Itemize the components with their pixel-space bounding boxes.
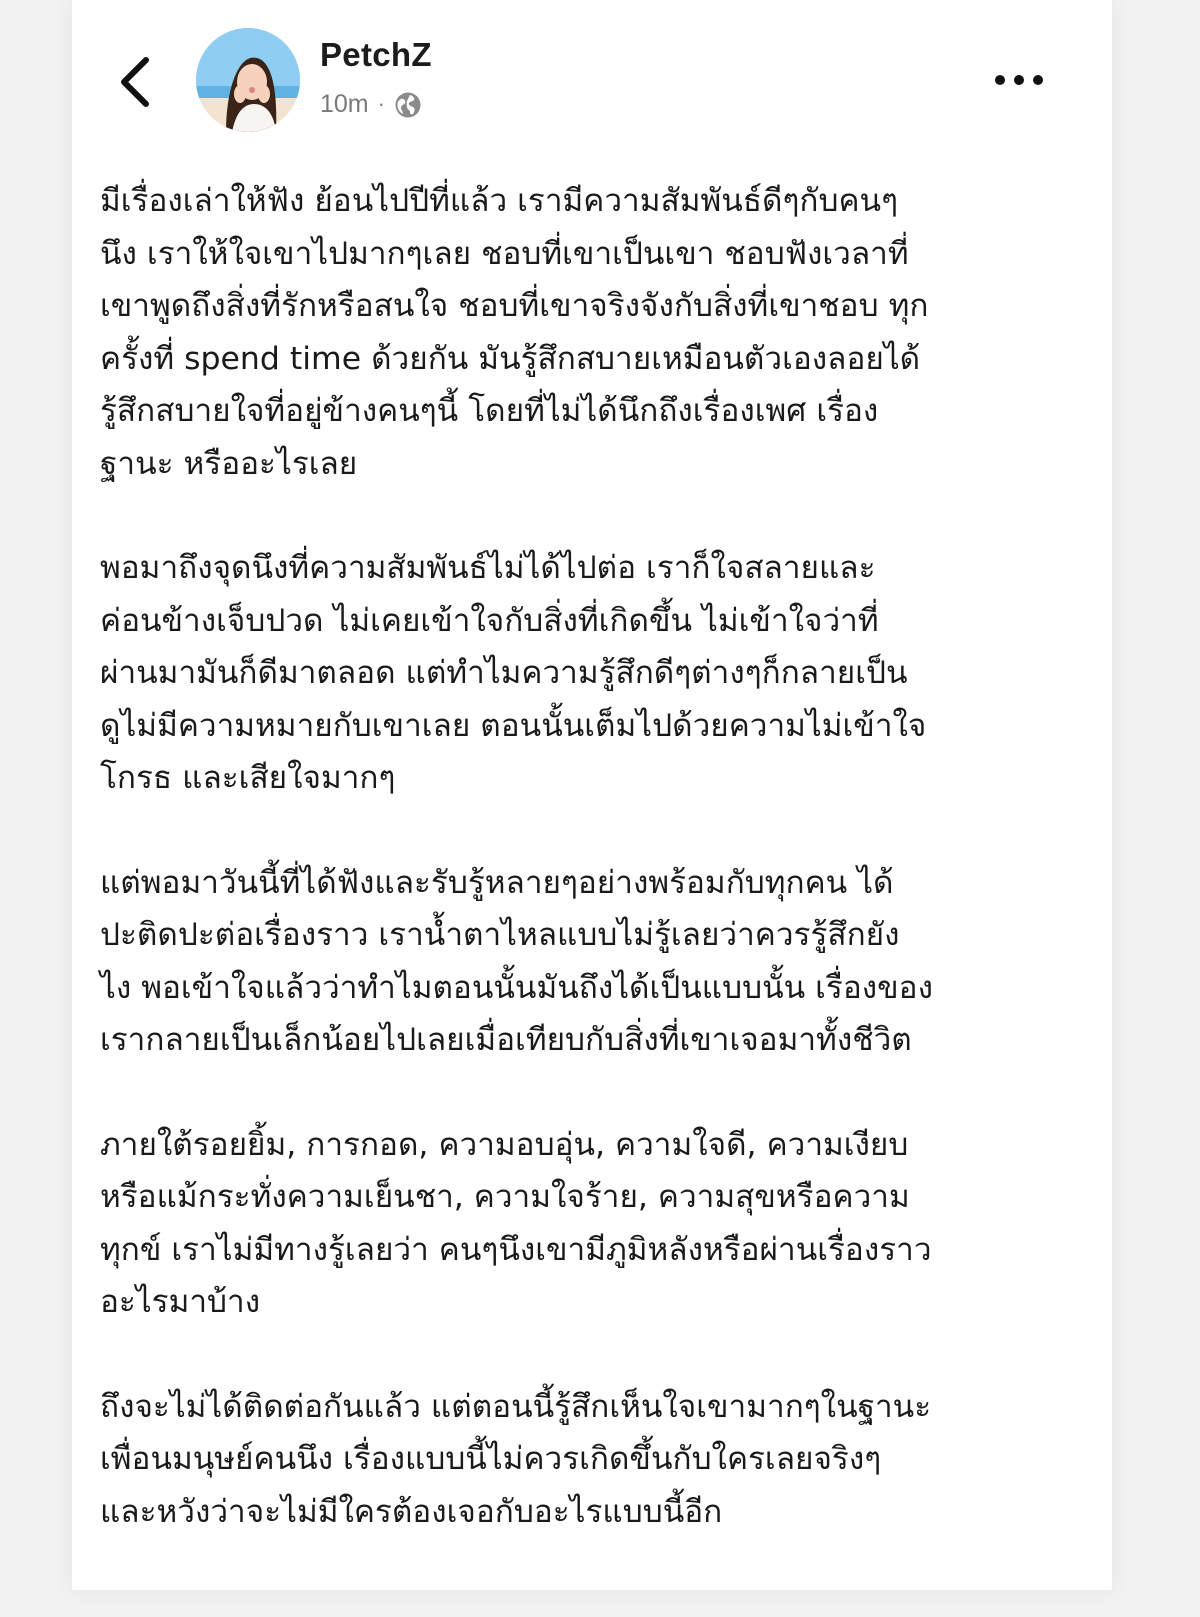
author-avatar[interactable] (196, 28, 300, 132)
post-text-line: เขาพูดถึงสิ่งที่รักหรือสนใจ ชอบที่เขาจริงจังกับสิ่งที่เขาชอบ ทุก (100, 288, 929, 324)
post-body (100, 175, 1090, 1590)
post-text-line: อะไรมาบ้าง (100, 1284, 261, 1320)
post-time[interactable]: 10m (320, 89, 369, 118)
globe-icon (393, 90, 423, 120)
post-text-line: เพื่อนมนุษย์คนนึง เรื่องแบบนี้ไม่ควรเกิดขึ้นกับใครเลยจริงๆ (100, 1441, 882, 1477)
post-meta (320, 88, 423, 120)
post-text-line: ทุกข์ เราไม่มีทางรู้เลยว่า คนๆนึงเขามีภูมิหลังหรือผ่านเรื่องราว (100, 1231, 932, 1268)
post-paragraph (100, 1119, 1090, 1329)
post-text-line: เรากลายเป็นเล็กน้อยไปเลยเมื่อเทียบกับสิ่งที่เขาเจอมาทั้งชีวิต (100, 1022, 912, 1058)
post-text-line: ไง พอเข้าใจแล้วว่าทำไมตอนนั้นมันถึงได้เป็นแบบนั้น เรื่องของ (100, 969, 933, 1006)
post-paragraph (100, 1381, 1090, 1539)
post-text-line: ค่อนข้างเจ็บปวด ไม่เคยเข้าใจกับสิ่งที่เกิดขึ้น ไม่เข้าใจว่าที่ (100, 602, 879, 639)
post-text-line: รู้สึกสบายใจที่อยู่ข้างคนๆนี้ โดยที่ไม่ได้นึกถึงเรื่องเพศ เรื่อง (100, 393, 879, 429)
post-text-line: มีเรื่องเล่าให้ฟัง ย้อนไปปีที่แล้ว เรามีความสัมพันธ์ดีๆกับคนๆ (100, 183, 898, 219)
post-text-line: ภายใต้รอยยิ้ม, การกอด, ความอบอุ่น, ความใจดี, ความเงียบ (100, 1126, 909, 1163)
avatar-photo (196, 28, 300, 132)
post-text-line: และหวังว่าจะไม่มีใครต้องเจอกับอะไรแบบนี้อีก (100, 1493, 723, 1530)
post-text-line: ปะติดปะต่อเรื่องราว เราน้ำตาไหลแบบไม่รู้เลยว่าควรรู้สึกยัง (100, 917, 900, 953)
post-text-line: แต่พอมาวันนี้ที่ได้ฟังและรับรู้หลายๆอย่างพร้อมกับทุกคน ได้ (100, 864, 894, 901)
author-name[interactable]: PetchZ (320, 36, 432, 73)
meta-separator: · (377, 91, 385, 116)
post-text-line: ดูไม่มีความหมายกับเขาเลย ตอนนั้นเต็มไปด้วยความไม่เข้าใจ (100, 707, 927, 744)
post-text-line: ผ่านมามันก็ดีมาตลอด แต่ทำไมความรู้สึกดีๆต่างๆก็กลายเป็น (100, 655, 908, 691)
more-options-icon[interactable] (992, 68, 1046, 92)
post-text-line: ฐานะ หรืออะไรเลย (100, 445, 358, 482)
post-text-line: หรือแม้กระทั่งความเย็นชา, ความใจร้าย, ความสุขหรือความ (100, 1179, 910, 1215)
post-text-line: โกรธ และเสียใจมากๆ (100, 760, 396, 796)
post-paragraph (100, 542, 1090, 805)
post-text-line: ถึงจะไม่ได้ติดต่อกันแล้ว แต่ตอนนี้รู้สึกเห็นใจเขามากๆในฐานะ (100, 1388, 932, 1425)
post-screen (72, 0, 1112, 1590)
post-text-line: นึง เราให้ใจเขาไปมากๆเลย ชอบที่เขาเป็นเขา ชอบฟังเวลาที่ (100, 235, 909, 272)
post-text-line: พอมาถึงจุดนึงที่ความสัมพันธ์ไม่ได้ไปต่อ เราก็ใจสลายและ (100, 550, 876, 586)
back-arrow-icon[interactable] (114, 52, 158, 112)
post-text-line: ครั้งที่ spend time ด้วยกัน มันรู้สึกสบายเหมือนตัวเองลอยได้ (100, 340, 921, 377)
post-paragraph (100, 857, 1090, 1067)
post-paragraph (100, 175, 1090, 490)
